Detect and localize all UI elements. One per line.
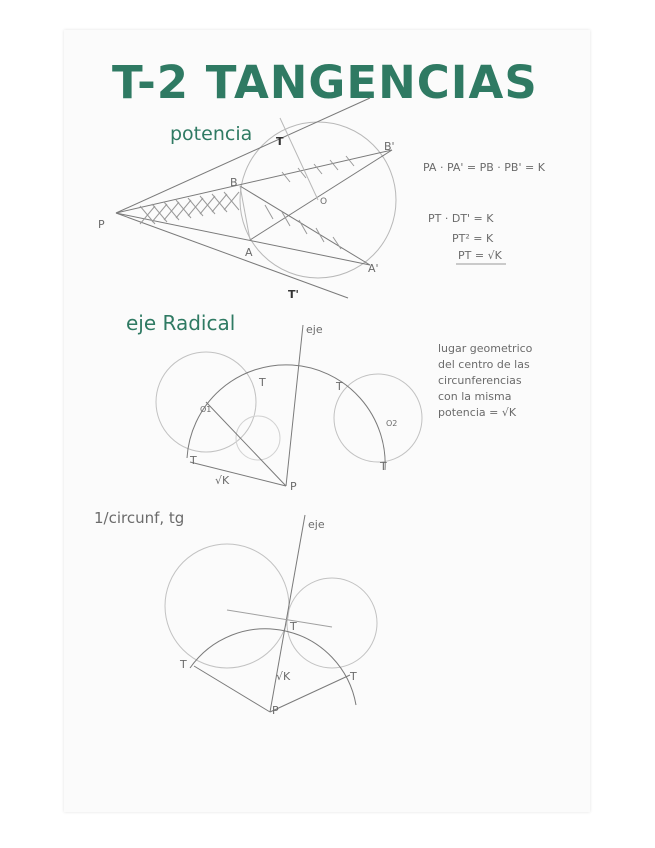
potencia-heading: potencia bbox=[170, 123, 253, 145]
circle-o2 bbox=[334, 374, 422, 462]
tangent-line-t-prime bbox=[116, 213, 348, 298]
label-eje-2: eje bbox=[308, 518, 325, 531]
chord-b-a-prime bbox=[240, 186, 370, 265]
label-t: T bbox=[276, 135, 284, 148]
formula-3: PT² = K bbox=[452, 232, 494, 245]
formula-4: PT = √K bbox=[458, 249, 502, 262]
label-b: B bbox=[230, 176, 238, 189]
eje-radical-heading: eje Radical bbox=[126, 311, 236, 335]
circle-left bbox=[165, 544, 289, 668]
label-t-top: T bbox=[259, 376, 266, 389]
eje-line bbox=[286, 325, 303, 486]
label-o2: O2 bbox=[386, 419, 398, 428]
label-a: A bbox=[245, 246, 253, 259]
label-t-left-2: T bbox=[180, 658, 187, 671]
label-eje: eje bbox=[306, 323, 323, 336]
label-a-prime: A' bbox=[368, 262, 379, 275]
circle-right bbox=[287, 578, 377, 668]
tangent-left bbox=[194, 666, 270, 712]
label-sqrt-k-2: √K bbox=[276, 670, 291, 683]
hatch-pattern-1 bbox=[140, 192, 239, 224]
label-p: P bbox=[98, 218, 105, 231]
note-line-5: potencia = √K bbox=[438, 406, 517, 419]
label-b-prime: B' bbox=[384, 140, 395, 153]
formula-1: PA · PA' = PB · PB' = K bbox=[423, 161, 545, 174]
eje-radical-note bbox=[438, 342, 533, 419]
note-line-4: con la misma bbox=[438, 390, 512, 403]
label-p: P bbox=[290, 480, 297, 493]
note-line-2: del centro de las bbox=[438, 358, 530, 371]
centers-line bbox=[227, 610, 332, 627]
eje-radical-labels bbox=[189, 323, 397, 493]
chord-a-b-prime bbox=[250, 150, 392, 240]
label-t-prime: T' bbox=[288, 288, 299, 301]
label-t-center: T bbox=[290, 620, 297, 633]
potencia-formulas bbox=[423, 161, 546, 264]
circunf-tg-diagram bbox=[165, 515, 377, 712]
tangent-line-t bbox=[116, 98, 370, 213]
secant-line-b bbox=[116, 150, 392, 213]
label-o: O bbox=[320, 197, 328, 207]
label-t-right: T bbox=[336, 380, 343, 393]
circunf-tg-heading: 1/circunf, tg bbox=[94, 509, 185, 527]
label-o1: O1 bbox=[200, 405, 212, 414]
potencia-diagram bbox=[116, 98, 396, 298]
note-line-3: circunferencias bbox=[438, 374, 522, 387]
page-title: T-2 TANGENCIAS bbox=[112, 56, 538, 109]
label-t-right-2: T bbox=[350, 670, 357, 683]
label-t-bottom: T bbox=[380, 460, 387, 473]
label-sqrt-k: √K bbox=[215, 474, 230, 487]
label-p-2: P bbox=[272, 704, 279, 717]
note-line-1: lugar geometrico bbox=[438, 342, 533, 355]
formula-2: PT · DT' = K bbox=[428, 212, 494, 225]
tangent-to-t-left bbox=[190, 462, 286, 486]
label-t-left: T bbox=[190, 454, 197, 467]
helper-circle bbox=[236, 416, 280, 460]
